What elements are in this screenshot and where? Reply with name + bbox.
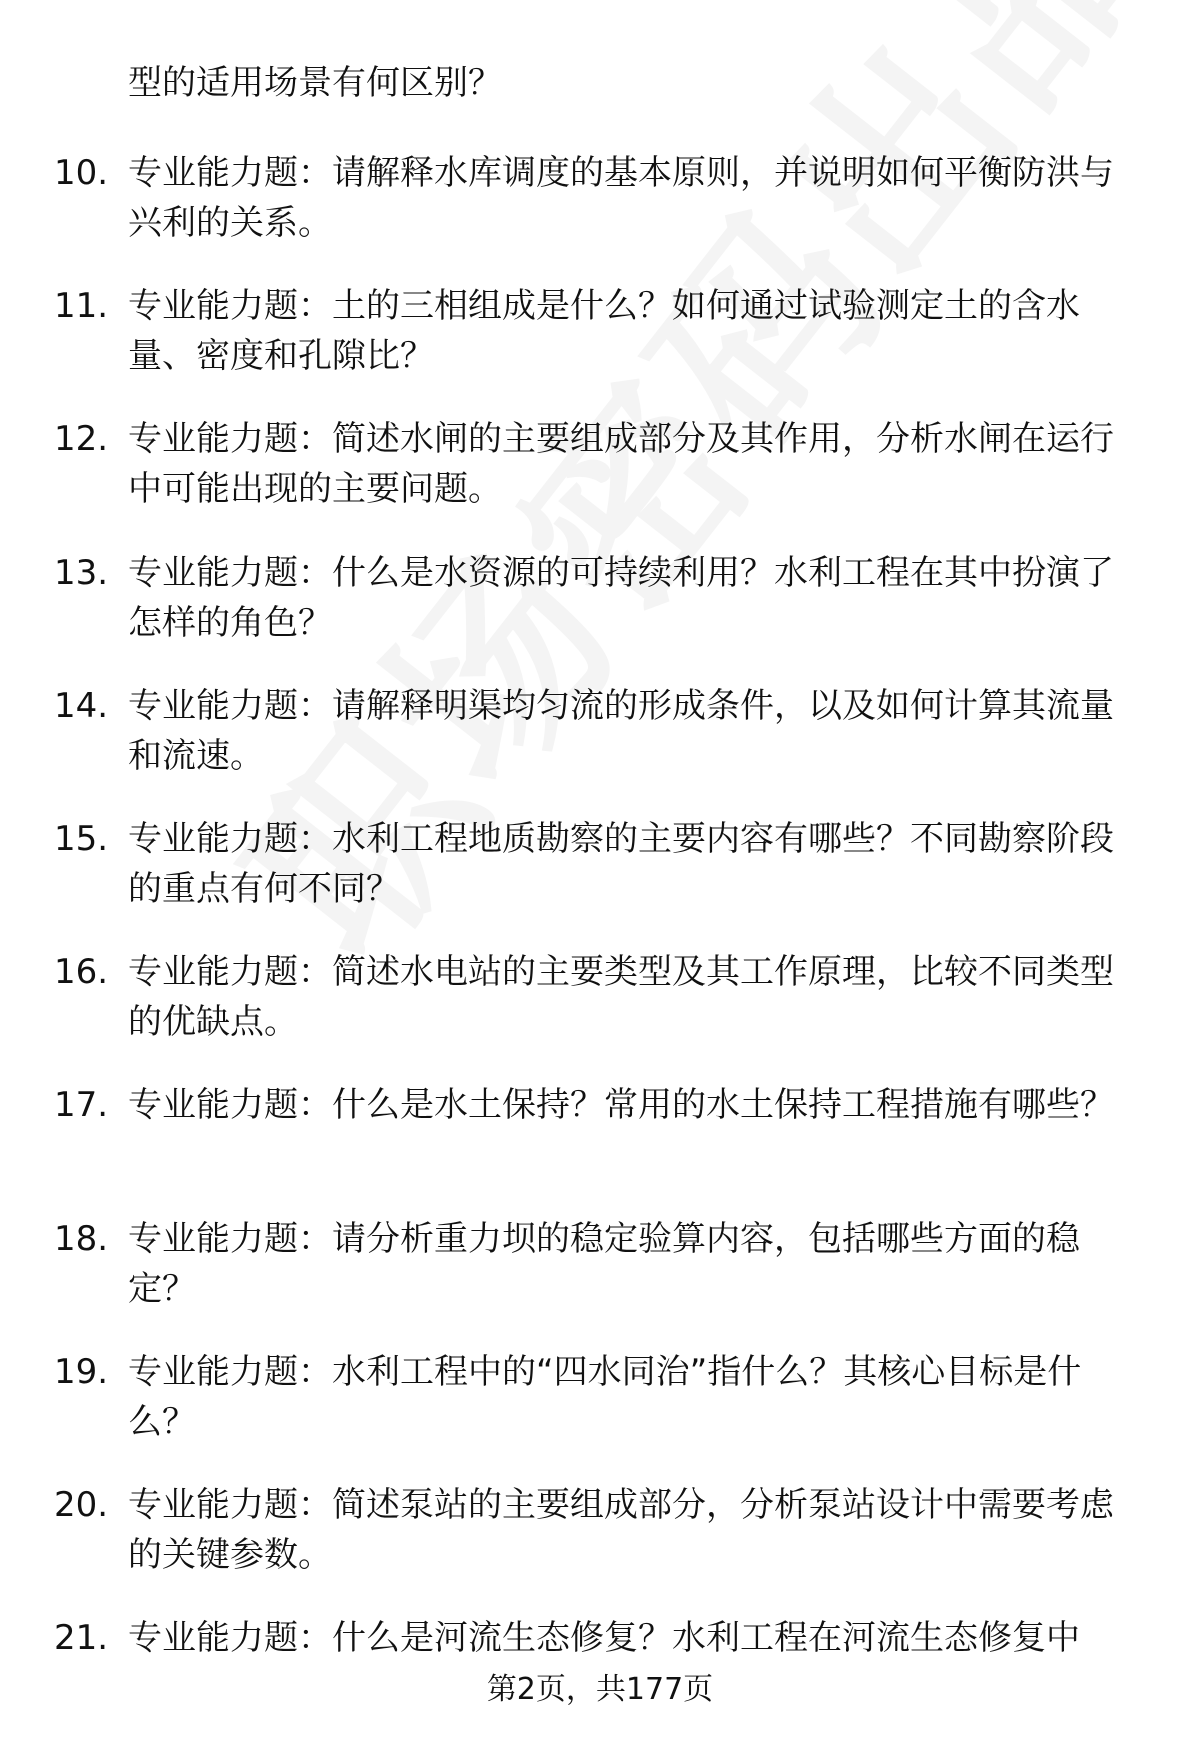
question-item: [0, 1470, 1200, 1603]
question-item: [0, 671, 1200, 804]
page-footer: 第2页，共177页: [486, 1672, 714, 1707]
question-text: 专业能力题：请解释水库调度的基本原则，并说明如何平衡防洪与兴利的关系。: [128, 153, 1114, 243]
question-text: 专业能力题：什么是水土保持？常用的水土保持工程措施有哪些？: [128, 1085, 1114, 1126]
question-number: 13.: [54, 552, 109, 593]
question-number: 21.: [54, 1618, 109, 1659]
question-text: 专业能力题：请解释明渠均匀流的形成条件，以及如何计算其流量和流速。: [128, 685, 1114, 776]
question-item: [0, 937, 1200, 1070]
question-number: 14.: [54, 685, 109, 726]
question-text: 专业能力题：水利工程中的“四水同治”指什么？其核心目标是什么？: [128, 1351, 1082, 1442]
question-number: 11.: [54, 286, 109, 327]
question-text: 专业能力题：请分析重力坝的稳定验算内容，包括哪些方面的稳定？: [128, 1218, 1080, 1309]
question-text: 专业能力题：简述水闸的主要组成部分及其作用，分析水闸在运行中可能出现的主要问题。: [128, 419, 1114, 510]
question-item: [0, 804, 1200, 937]
question-number: 19.: [54, 1351, 109, 1392]
question-text: 专业能力题：简述泵站的主要组成部分，分析泵站设计中需要考虑的关键参数。: [128, 1484, 1114, 1575]
question-list: [0, 138, 1200, 1736]
question-item: [0, 138, 1200, 271]
question-item: [0, 404, 1200, 537]
question-number: 16.: [54, 952, 109, 993]
question-number: 15.: [54, 818, 109, 859]
question-number: 17.: [54, 1085, 109, 1126]
question-item: [0, 1070, 1200, 1203]
question-text: 专业能力题：什么是水资源的可持续利用？水利工程在其中扮演了怎样的角色？: [128, 552, 1114, 643]
question-number: 12.: [54, 419, 109, 460]
question-text: 专业能力题：简述水电站的主要类型及其工作原理，比较不同类型的优缺点。: [128, 952, 1114, 1043]
question-item: [0, 1337, 1200, 1470]
question-item: [0, 271, 1200, 404]
question-text: 专业能力题：水利工程地质勘察的主要内容有哪些？不同勘察阶段的重点有何不同？: [128, 818, 1114, 909]
question-text: 专业能力题：土的三相组成是什么？如何通过试验测定土的含水量、密度和孔隙比？: [128, 286, 1080, 377]
question-number: 10.: [54, 153, 109, 193]
question-number: 18.: [54, 1218, 109, 1259]
question-number: 20.: [54, 1484, 109, 1525]
question-text: 专业能力题：什么是河流生态修复？水利工程在河流生态修复中: [128, 1618, 1080, 1659]
question-item: [0, 538, 1200, 671]
continued-question-text: 型的适用场景有何区别？: [128, 63, 502, 103]
question-item: [0, 1204, 1200, 1337]
